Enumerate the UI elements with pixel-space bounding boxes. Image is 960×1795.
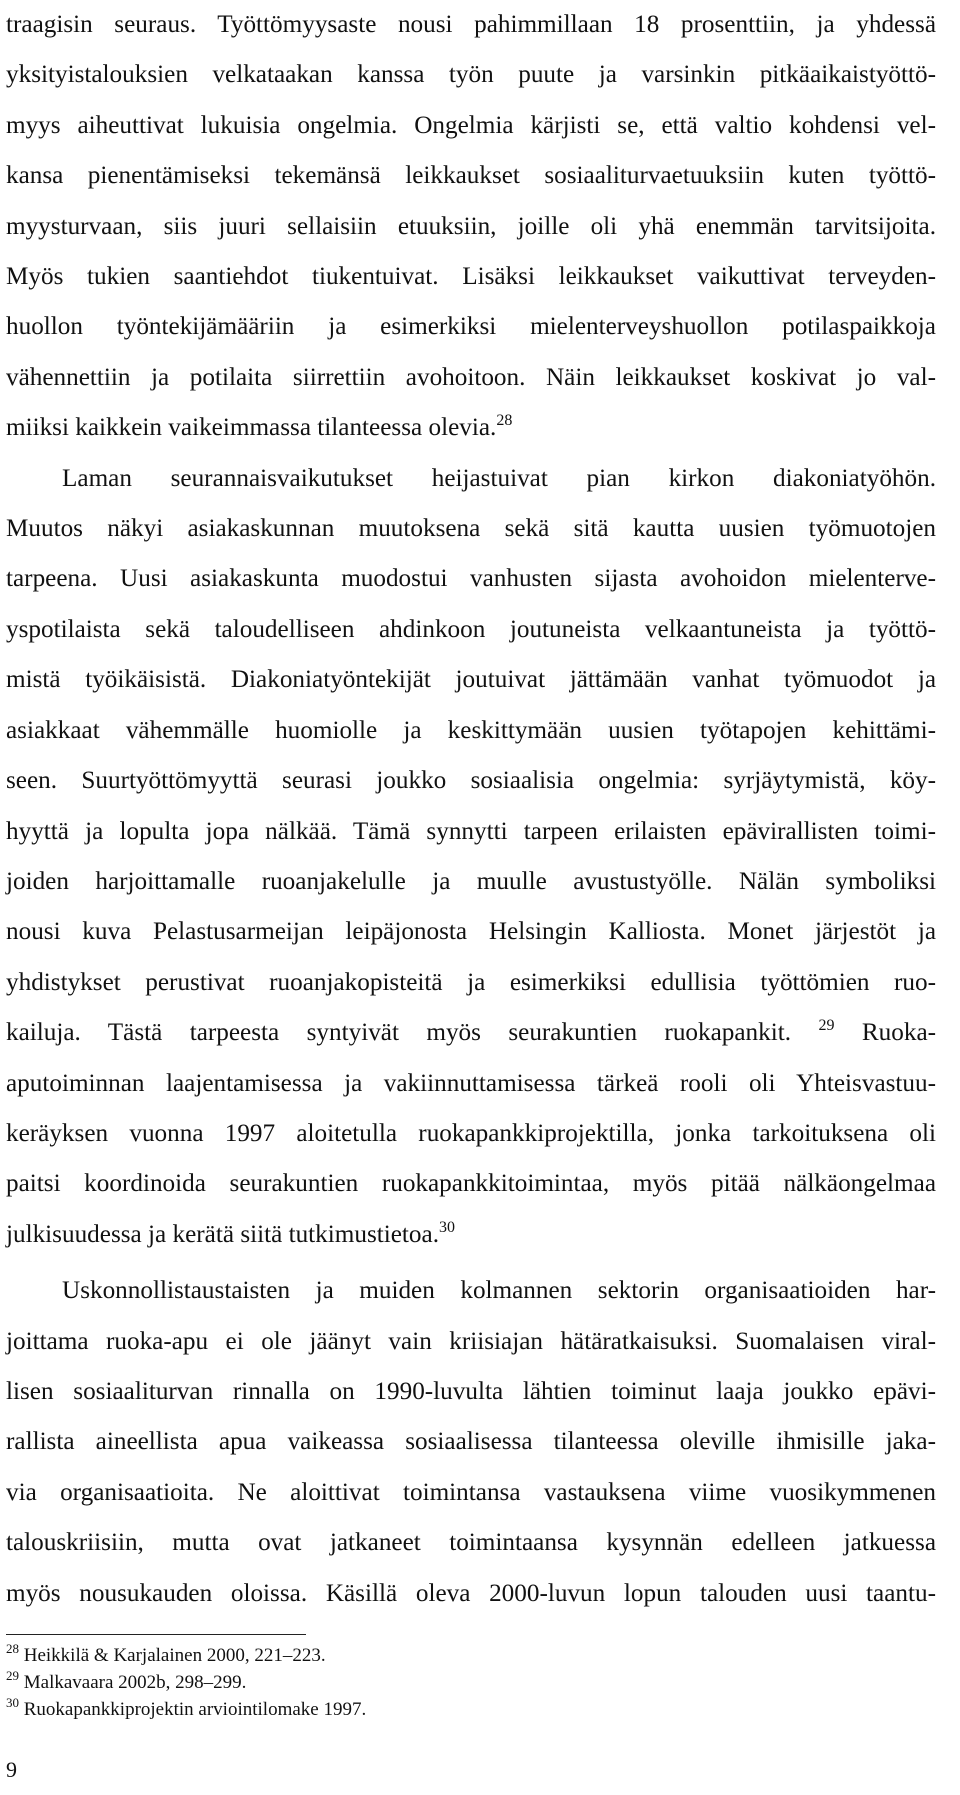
footnote-text: Ruokapankkiprojektin arviointilomake 1997. [23,1699,367,1720]
text-line: mistä työikäisistä. Diakoniatyöntekijät joutuivat jättämään vanhat työmuodot ja [6,666,936,694]
text-line: Laman seurannaisvaikutukset heijastuivat pian kirkon diakoniatyöhön. [62,464,936,492]
text-fragment: miiksi kaikkein vaikeimmassa tilanteessa olevia. [6,414,497,442]
text-line: nousi kuva Pelastusarmeijan leipäjonosta Helsingin Kalliosta. Monet järjestöt ja [6,918,936,946]
footnote-number: 30 [6,1695,19,1710]
footnote-number: 28 [6,1641,19,1656]
text-line: Muutos näkyi asiakaskunnan muutoksena sekä sitä kautta uusien työmuotojen [6,515,936,543]
text-line: myysturvaan, siis juuri sellaisiin etuuksiin, joille oli yhä enemmän tarvitsijoita. [6,212,936,240]
text-line: hyyttä ja lopulta jopa nälkää. Tämä synnytti tarpeen erilaisten epävirallisten toimi- [6,817,936,845]
text-line: lisen sosiaaliturvan rinnalla on 1990-luvulta lähtien toiminut laaja joukko epävi- [6,1377,936,1405]
footnote-28 [6,1642,366,1669]
text-line: aputoiminnan laajentamisessa ja vakiinnuttamisessa tärkeä rooli oli Yhteisvastuu- [6,1069,936,1097]
text-line: yksityistalouksien velkataakan kanssa työn puute ja varsinkin pitkäaikaistyöttö- [6,61,936,89]
text-line: vähennettiin ja potilaita siirrettiin avohoitoon. Näin leikkaukset koskivat jo val- [6,363,936,391]
paragraph-2 [6,454,936,1261]
text-line: kansa pienentämiseksi tekemänsä leikkaukset sosiaaliturvaetuuksiin kuten työttö- [6,162,936,190]
footnote-ref-29: 29 [818,1017,835,1035]
text-line: keräyksen vuonna 1997 aloitetulla ruokapankkiprojektilla, jonka tarkoituksena oli [6,1119,936,1147]
paragraph-1 [6,0,936,454]
body-text [6,0,936,1619]
text-line: yspotilaista sekä taloudelliseen ahdinkoon joutuneista velkaantuneista ja työttö- [6,615,936,643]
text-line: joittama ruoka-apu ei ole jäänyt vain kriisiajan hätäratkaisuksi. Suomalaisen viral- [6,1327,936,1355]
text-line: talouskriisiin, mutta ovat jatkaneet toimintaansa kysynnän edelleen jatkuessa [6,1529,936,1557]
footnote-ref-30: 30 [439,1218,455,1236]
footnote-separator [6,1634,306,1635]
page-number: 9 [6,1757,17,1782]
text-line: joiden harjoittamalle ruoanjakelulle ja muulle avustustyölle. Nälän symboliksi [6,867,936,895]
text-line: rallista aineellista apua vaikeassa sosiaalisessa tilanteessa oleville ihmisille jaka- [6,1428,936,1456]
text-fragment: julkisuudessa ja kerätä siitä tutkimustietoa. [6,1220,439,1248]
text-fragment: Ruoka- [861,1019,937,1047]
footnote-number: 29 [6,1668,19,1683]
footnote-ref-28: 28 [496,412,513,430]
text-line: huollon työntekijämääriin ja esimerkiksi mielenterveyshuollon potilaspaikkoja [6,313,936,341]
text-line: myös nousukauden oloissa. Käsillä oleva 2000-luvun lopun talouden uusi taantu- [6,1579,936,1607]
text-line: yhdistykset perustivat ruoanjakopisteitä ja esimerkiksi edullisia työttömien ruo- [6,968,936,996]
footnote-29 [6,1669,366,1696]
text-line: asiakkaat vähemmälle huomiolle ja keskittymään uusien työtapojen kehittämi- [6,716,936,744]
footnote-text: Heikkilä & Karjalainen 2000, 221–223. [23,1645,326,1666]
paragraph-3 [6,1266,936,1619]
footnote-30 [6,1696,366,1723]
text-line: myys aiheuttivat lukuisia ongelmia. Ongelmia kärjisti se, että valtio kohdensi vel- [6,111,936,139]
text-line: seen. Suurtyöttömyyttä seurasi joukko sosiaalisia ongelmia: syrjäytymistä, köy- [6,767,936,795]
text-line: traagisin seuraus. Työttömyysaste nousi pahimmillaan 18 prosenttiin, ja yhdessä [6,11,936,38]
footnotes [6,1642,366,1723]
text-line [6,403,936,453]
text-line: Uskonnollistaustaisten ja muiden kolmannen sektorin organisaatioiden har- [62,1277,936,1305]
text-line: paitsi koordinoida seurakuntien ruokapankkitoimintaa, myös pitää nälkäongelmaa [6,1170,936,1198]
text-line: Myös tukien saantiehdot tiukentuivat. Lisäksi leikkaukset vaikuttivat terveyden- [6,263,936,291]
text-line: tarpeena. Uusi asiakaskunta muodostui vanhusten sijasta avohoidon mielenterve- [6,565,936,593]
footnote-text: Malkavaara 2002b, 298–299. [23,1672,247,1693]
text-line: via organisaatioita. Ne aloittivat toimintansa vastauksena viime vuosikymmenen [6,1478,936,1506]
text-line [6,1210,936,1260]
text-line [6,1008,936,1058]
text-fragment: kailuja. Tästä tarpeesta syntyivät myös seurakuntien ruokapankit. [6,1019,792,1047]
